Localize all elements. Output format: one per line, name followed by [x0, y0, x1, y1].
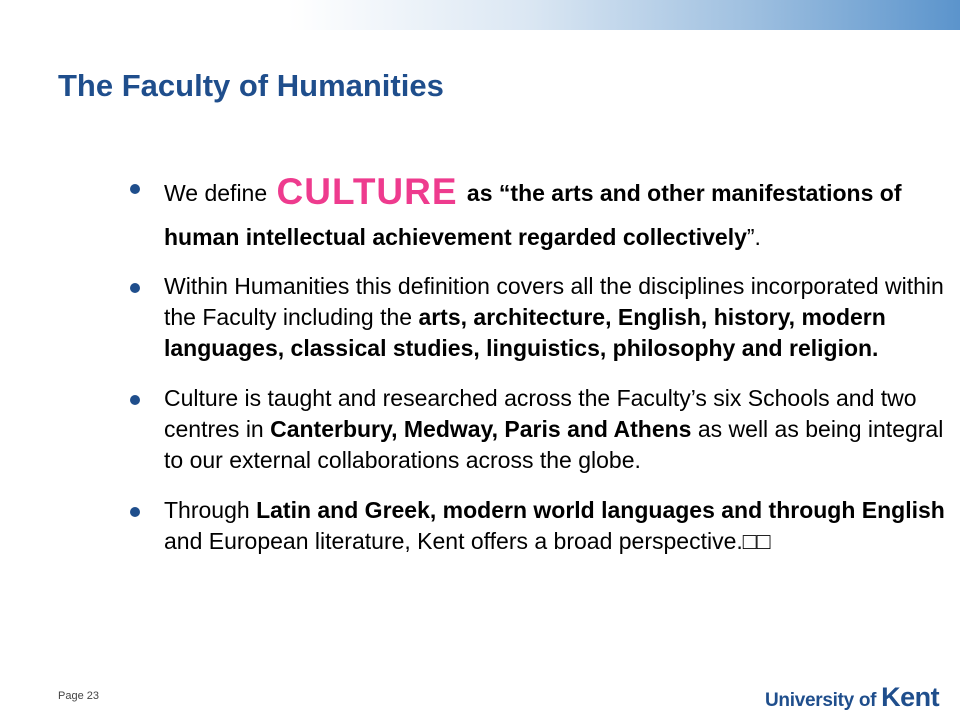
- header-gradient-band: [0, 0, 960, 30]
- bullet-languages: [130, 495, 945, 557]
- bullet-text: We define: [164, 180, 274, 206]
- bullet-text: Culture is taught and researched across the Faculty’s six Schools and two centres in: [164, 385, 917, 442]
- logo-name: Kent: [881, 682, 940, 712]
- trailing-glyphs: □□: [742, 528, 771, 554]
- logo-prefix: University of: [765, 690, 882, 711]
- bullet-text: Through: [164, 497, 257, 523]
- slide-title: The Faculty of Humanities: [58, 68, 444, 103]
- bullet-text: as “: [460, 180, 511, 206]
- bullet-dot-icon: [130, 283, 140, 293]
- bullet-text: and European literature, Kent offers a broad perspective.: [164, 528, 743, 554]
- bullet-bold-text: arts, architecture, English, history, modern languages, classical studies, linguistics, philosophy and religion.: [164, 304, 886, 361]
- bullet-bold-text: Canterbury, Medway, Paris and Athens: [270, 416, 692, 442]
- university-of-kent-logo: [765, 682, 939, 713]
- bullet-list: [130, 170, 945, 576]
- bullet-bold-text: the arts and other manifestations of human intellectual achievement regarded collectively: [164, 180, 902, 250]
- page-number: Page 23: [58, 690, 99, 702]
- bullet-text: as well as being integral to our external collaborations across the globe.: [164, 416, 944, 473]
- bullet-schools-centres: [130, 383, 945, 476]
- bullet-bold-text: Latin and Greek, modern world languages and through English: [256, 497, 945, 523]
- culture-highlight-word: CULTURE: [276, 171, 458, 212]
- bullet-disciplines: [130, 271, 945, 364]
- bullet-culture-definition: [130, 170, 945, 259]
- bullet-dot-icon: [130, 507, 140, 517]
- bullet-text: Within Humanities this definition covers all the disciplines incorporated within the Faculty including the: [164, 273, 944, 330]
- bullet-dot-icon: [130, 184, 140, 194]
- bullet-text: ”.: [746, 224, 761, 250]
- bullet-dot-icon: [130, 395, 140, 405]
